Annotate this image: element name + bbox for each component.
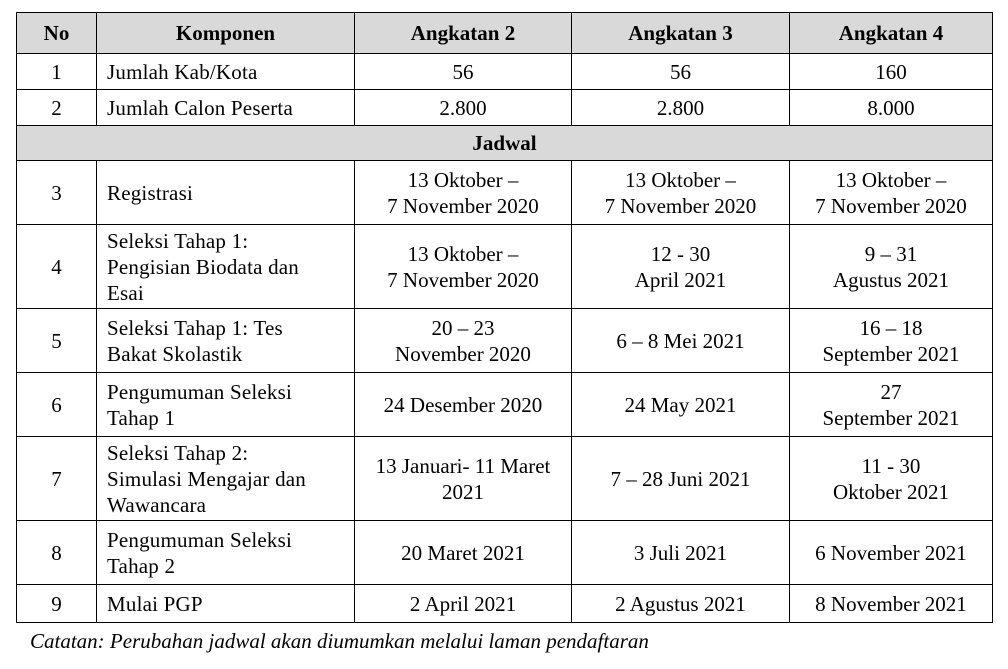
table-row — [17, 309, 993, 373]
cell-no: 9 — [17, 585, 97, 623]
cell-komponen — [97, 90, 355, 126]
header-angkatan-4: Angkatan 4 — [790, 13, 993, 54]
cell-angkatan-2 — [355, 521, 572, 585]
cell-angkatan-3 — [572, 90, 790, 126]
cell-angkatan-3 — [572, 54, 790, 90]
cell-line: 13 Oktober – — [625, 167, 736, 192]
cell-angkatan-4 — [790, 309, 993, 373]
cell-no: 7 — [17, 437, 97, 521]
cell-angkatan-4 — [790, 90, 993, 126]
cell-no: 8 — [17, 521, 97, 585]
cell-angkatan-2 — [355, 90, 572, 126]
cell-angkatan-2 — [355, 437, 572, 521]
header-no: No — [17, 13, 97, 54]
cell-line: Pengumuman Seleksi — [107, 527, 293, 552]
cell-line: 160 — [875, 59, 907, 84]
cell-line: 2.800 — [656, 95, 705, 120]
cell-line: Tahap 2 — [107, 553, 176, 578]
cell-line: 20 Maret 2021 — [401, 540, 525, 565]
cell-line: Oktober 2021 — [832, 479, 950, 504]
cell-komponen — [97, 521, 355, 585]
cell-line: 16 – 18 — [859, 315, 923, 340]
table-row — [17, 585, 993, 623]
cell-line: 56 — [670, 59, 691, 84]
cell-komponen — [97, 161, 355, 225]
cell-line: 7 November 2020 — [387, 267, 539, 292]
header-angkatan-3: Angkatan 3 — [572, 13, 790, 54]
section-jadwal — [17, 126, 993, 161]
cell-angkatan-4 — [790, 54, 993, 90]
cell-line: November 2020 — [395, 341, 531, 366]
cell-komponen — [97, 373, 355, 437]
cell-line: 2 Agustus 2021 — [615, 591, 746, 616]
section-label: Jadwal — [17, 126, 993, 161]
cell-angkatan-3 — [572, 585, 790, 623]
table-body-schedule — [17, 161, 993, 623]
cell-line: 6 November 2021 — [815, 540, 967, 565]
cell-line: 56 — [452, 59, 474, 84]
cell-line: 7 November 2020 — [815, 193, 967, 218]
cell-angkatan-2 — [355, 225, 572, 309]
table-body-top — [17, 54, 993, 126]
cell-line: 27 — [880, 379, 902, 404]
cell-angkatan-3 — [572, 161, 790, 225]
schedule-table — [16, 12, 993, 623]
cell-line: 13 Oktober – — [835, 167, 947, 192]
cell-angkatan-3 — [572, 373, 790, 437]
cell-line: Wawancara — [107, 492, 207, 517]
cell-no: 5 — [17, 309, 97, 373]
cell-line: Simulasi Mengajar dan — [107, 466, 306, 491]
cell-line: 11 - 30 — [861, 453, 921, 478]
cell-line: 13 Januari- 11 Maret — [375, 453, 551, 478]
cell-angkatan-4 — [790, 437, 993, 521]
cell-komponen — [97, 309, 355, 373]
cell-line: 13 Oktober – — [407, 241, 519, 266]
cell-line: Esai — [107, 280, 144, 305]
cell-line: September 2021 — [822, 405, 960, 430]
cell-line: Seleksi Tahap 1: Tes — [107, 315, 283, 340]
cell-no: 6 — [17, 373, 97, 437]
cell-line: 6 – 8 Mei 2021 — [616, 328, 745, 353]
cell-angkatan-4 — [790, 225, 993, 309]
cell-no: 2 — [17, 90, 97, 126]
cell-no: 3 — [17, 161, 97, 225]
cell-line: Registrasi — [107, 180, 193, 205]
cell-angkatan-4 — [790, 161, 993, 225]
cell-line: Bakat Skolastik — [107, 341, 243, 366]
cell-line: 7 November 2020 — [387, 193, 539, 218]
cell-line: 7 – 28 Juni 2021 — [610, 466, 751, 491]
cell-angkatan-3 — [572, 521, 790, 585]
cell-angkatan-3 — [572, 437, 790, 521]
cell-line: Tahap 1 — [107, 405, 176, 430]
cell-angkatan-2 — [355, 161, 572, 225]
cell-no: 1 — [17, 54, 97, 90]
cell-line: Pengisian Biodata dan — [107, 254, 300, 279]
cell-line: 2 April 2021 — [409, 591, 517, 616]
cell-angkatan-4 — [790, 521, 993, 585]
cell-line: 20 – 23 — [431, 315, 495, 340]
cell-angkatan-2 — [355, 585, 572, 623]
header-komponen: Komponen — [97, 13, 355, 54]
cell-no: 4 — [17, 225, 97, 309]
section-row — [17, 126, 993, 161]
cell-line: Seleksi Tahap 1: — [107, 228, 249, 253]
cell-komponen — [97, 585, 355, 623]
cell-line: 2021 — [442, 479, 484, 504]
cell-line: 7 November 2020 — [604, 193, 757, 218]
header-row — [17, 13, 993, 54]
table-row — [17, 437, 993, 521]
cell-line: 2.800 — [439, 95, 487, 120]
cell-line: 13 Oktober – — [407, 167, 519, 192]
cell-line: Mulai PGP — [107, 591, 203, 616]
table-row — [17, 161, 993, 225]
cell-line: 24 May 2021 — [624, 392, 737, 417]
table-row — [17, 54, 993, 90]
table-row — [17, 373, 993, 437]
table-row — [17, 90, 993, 126]
cell-komponen — [97, 225, 355, 309]
cell-line: 24 Desember 2020 — [383, 392, 543, 417]
cell-angkatan-4 — [790, 373, 993, 437]
cell-angkatan-3 — [572, 225, 790, 309]
table-row — [17, 225, 993, 309]
table-note: Catatan: Perubahan jadwal akan diumumkan melalui laman pendaftaran — [30, 629, 649, 653]
cell-line: April 2021 — [634, 267, 727, 292]
cell-angkatan-2 — [355, 309, 572, 373]
cell-angkatan-4 — [790, 585, 993, 623]
cell-line: 12 - 30 — [650, 241, 711, 266]
cell-angkatan-2 — [355, 373, 572, 437]
cell-line: 8 November 2021 — [815, 591, 967, 616]
cell-komponen — [97, 437, 355, 521]
cell-line: Seleksi Tahap 2: — [107, 440, 249, 465]
cell-line: Jumlah Calon Peserta — [107, 95, 293, 120]
header-angkatan-2: Angkatan 2 — [355, 13, 572, 54]
cell-line: Agustus 2021 — [832, 267, 950, 292]
cell-line: Jumlah Kab/Kota — [107, 59, 258, 84]
cell-line: 9 – 31 — [864, 241, 918, 266]
cell-angkatan-2 — [355, 54, 572, 90]
cell-komponen — [97, 54, 355, 90]
table-row — [17, 521, 993, 585]
cell-line: 8.000 — [867, 95, 915, 120]
cell-angkatan-3 — [572, 309, 790, 373]
cell-line: September 2021 — [822, 341, 960, 366]
cell-line: 3 Juli 2021 — [633, 540, 728, 565]
cell-line: Pengumuman Seleksi — [107, 379, 293, 404]
